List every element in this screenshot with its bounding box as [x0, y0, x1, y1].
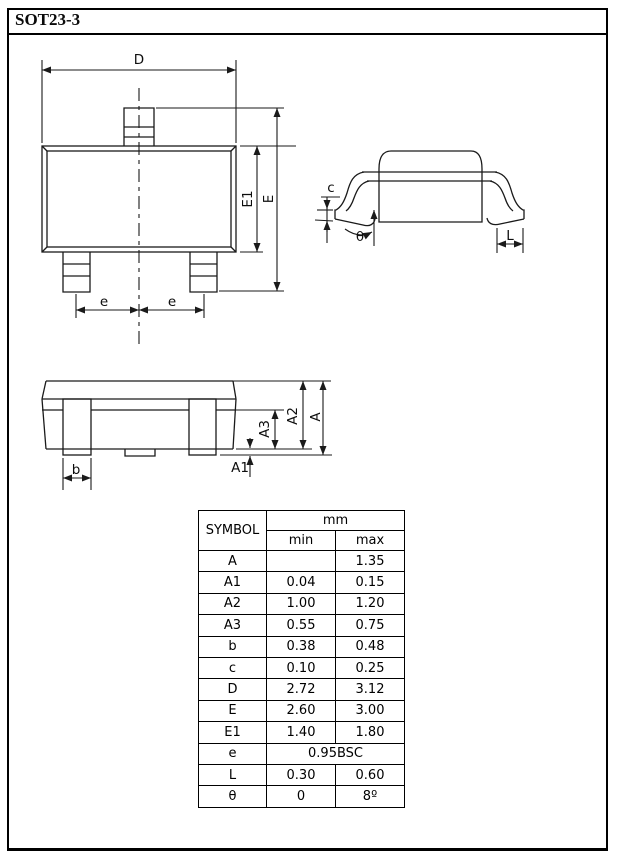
dim-label-A3: A3 — [257, 420, 273, 438]
table-row — [199, 615, 405, 636]
symbol-cell: c — [199, 657, 267, 678]
dim-label-A: A — [308, 412, 324, 422]
max-cell: 0.60 — [336, 764, 405, 785]
dimensions-table — [198, 510, 405, 808]
max-cell: 3.00 — [336, 700, 405, 721]
side-view-outline — [335, 151, 524, 226]
dim-label-e-left: e — [99, 294, 109, 310]
symbol-cell: b — [199, 636, 267, 657]
min-cell: 1.00 — [267, 593, 336, 614]
symbol-cell: E1 — [199, 722, 267, 743]
dimension-theta — [345, 210, 374, 246]
table-row — [199, 572, 405, 593]
table-row — [199, 636, 405, 657]
max-cell: 1.80 — [336, 722, 405, 743]
dimension-e-pitch — [76, 294, 204, 318]
dim-label-A1: A1 — [231, 460, 249, 476]
dim-label-E1: E1 — [240, 190, 256, 208]
unit-header: mm — [267, 511, 405, 531]
symbol-cell: L — [199, 764, 267, 785]
table-header-row — [199, 511, 405, 531]
min-cell: 0.04 — [267, 572, 336, 593]
max-cell: 1.35 — [336, 551, 405, 572]
min-header: min — [267, 531, 336, 551]
symbol-cell: A2 — [199, 593, 267, 614]
dim-label-e-right: e — [167, 294, 177, 310]
table-row — [199, 786, 405, 807]
min-cell: 0.10 — [267, 657, 336, 678]
symbol-cell: A3 — [199, 615, 267, 636]
min-cell: 0.38 — [267, 636, 336, 657]
table-row — [199, 657, 405, 678]
symbol-cell: E — [199, 700, 267, 721]
symbol-cell: A1 — [199, 572, 267, 593]
top-view-outline — [42, 88, 236, 348]
max-cell: 0.25 — [336, 657, 405, 678]
symbol-header: SYMBOL — [199, 511, 267, 551]
max-cell: 3.12 — [336, 679, 405, 700]
dim-label-E: E — [261, 194, 277, 204]
dimension-c — [315, 180, 340, 243]
max-cell: 8º — [336, 786, 405, 807]
min-cell: 2.60 — [267, 700, 336, 721]
dim-label-c: c — [327, 180, 335, 196]
max-cell: 0.15 — [336, 572, 405, 593]
table-row — [199, 679, 405, 700]
dim-label-theta: θ — [355, 229, 365, 245]
min-cell: 0 — [267, 786, 336, 807]
table-row — [199, 700, 405, 721]
symbol-cell: e — [199, 743, 267, 764]
dimension-A — [308, 381, 324, 455]
symbol-cell: D — [199, 679, 267, 700]
max-cell: 0.48 — [336, 636, 405, 657]
dim-label-D: D — [133, 52, 145, 68]
table-row — [199, 593, 405, 614]
span-cell: 0.95BSC — [267, 743, 405, 764]
min-cell: 2.72 — [267, 679, 336, 700]
min-cell: 0.55 — [267, 615, 336, 636]
dimension-L — [497, 228, 523, 253]
min-cell: 1.40 — [267, 722, 336, 743]
table-row — [199, 722, 405, 743]
symbol-cell: A — [199, 551, 267, 572]
dimension-A2 — [285, 381, 303, 449]
max-cell: 0.75 — [336, 615, 405, 636]
max-header: max — [336, 531, 405, 551]
min-cell: 0.30 — [267, 764, 336, 785]
max-cell: 1.20 — [336, 593, 405, 614]
table-row — [199, 743, 405, 764]
table-row — [199, 764, 405, 785]
dimension-A3 — [257, 410, 275, 449]
symbol-cell: θ — [199, 786, 267, 807]
min-cell — [267, 551, 336, 572]
front-view-outline — [42, 381, 236, 456]
dim-label-b: b — [71, 462, 81, 478]
dim-label-A2: A2 — [285, 407, 301, 425]
dim-label-L: L — [506, 228, 514, 244]
dimension-b — [63, 458, 91, 490]
dimension-E — [156, 108, 284, 291]
table-row — [199, 551, 405, 572]
package-title: SOT23-3 — [15, 10, 81, 29]
